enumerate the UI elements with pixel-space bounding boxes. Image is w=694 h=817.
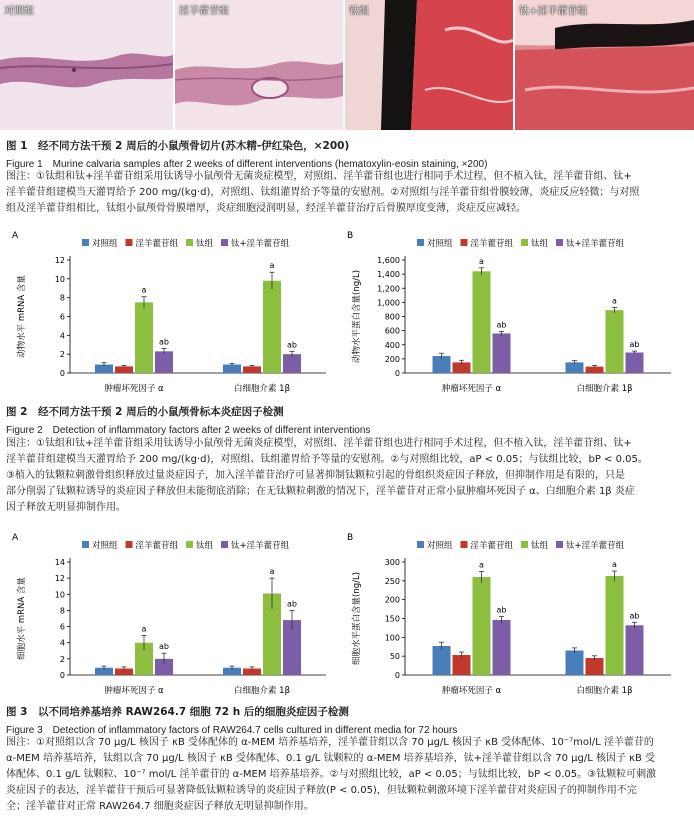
y-tick-label: 10 bbox=[54, 274, 65, 284]
bar bbox=[473, 577, 491, 675]
y-tick-label: 0 bbox=[59, 369, 65, 378]
legend-swatch bbox=[82, 239, 89, 246]
bar-chart bbox=[10, 530, 340, 702]
y-tick-label: 200 bbox=[384, 595, 400, 605]
legend-label: 钛+淫羊藿苷组 bbox=[231, 541, 290, 551]
bar-chart bbox=[345, 228, 685, 400]
legend-label: 钛组 bbox=[531, 239, 549, 249]
panel-label: 钛+淫羊藿苷组 bbox=[519, 6, 588, 17]
figure3-note bbox=[6, 735, 656, 815]
y-tick-label: 1,200 bbox=[377, 284, 400, 294]
legend-label: 对照组 bbox=[92, 541, 118, 551]
note-line: 全；淫羊藿苷对正常 RAW264.7 细胞炎症因子释放无明显抑制作用。 bbox=[6, 801, 314, 812]
significance-label: a bbox=[479, 560, 484, 570]
legend-label: 对照组 bbox=[427, 541, 453, 551]
panel-letter: A bbox=[12, 533, 19, 543]
note-line: 体配体、0.1 g/L 钛颗粒、10⁻⁷ mol/L 淫羊藿苷的 α-MEM 培养基培养。②与对照组比较，aP < 0.05；与钛组比较，bP < 0.05。③钛颗粒可刺激 bbox=[6, 769, 657, 780]
note-line: 图注：①钛组和钛+淫羊藿苷组采用钛诱导小鼠颅骨无菌炎症模型，对照组、淫羊藿苷组也进行相同手术过程，但不植入钛，淫羊藿苷组、钛+ bbox=[6, 171, 632, 182]
y-tick-label: 250 bbox=[384, 576, 400, 586]
chart-fig3-a bbox=[10, 530, 340, 706]
figure1-note bbox=[6, 169, 639, 217]
bar bbox=[223, 365, 241, 373]
legend-label: 钛+淫羊藿苷组 bbox=[566, 541, 625, 551]
legend-swatch bbox=[521, 541, 528, 548]
legend-label: 对照组 bbox=[92, 239, 118, 249]
y-tick-label: 1,000 bbox=[377, 298, 400, 308]
legend-swatch bbox=[556, 239, 563, 246]
y-tick-label: 8 bbox=[59, 606, 65, 616]
note-line: 淫羊藿苷组建模当天灌胃给予 200 mg/(kg·d)，对照组、钛组灌胃给予等量的安慰剂。②与对照组比较，aP < 0.05；与钛组比较，bP < 0.05。 bbox=[6, 454, 648, 465]
note-line: 组及淫羊藿苷组相比，钛组小鼠颅骨骨膜增厚，炎症细胞浸润明显，经淫羊藿苷治疗后骨膜厚度变薄，炎症反应减轻。 bbox=[6, 203, 526, 214]
legend-swatch bbox=[82, 541, 89, 548]
significance-label: ab bbox=[496, 605, 507, 615]
bar bbox=[135, 302, 153, 373]
legend-label: 淫羊藿苷组 bbox=[135, 541, 179, 551]
significance-label: ab bbox=[629, 340, 640, 350]
y-tick-label: 600 bbox=[384, 326, 400, 336]
bar bbox=[243, 366, 261, 373]
note-line: 部分削弱了钛颗粒诱导的炎症因子释放但未能彻底消除；在无钛颗粒刺激的情况下，淫羊藿苷对正常小鼠肿瘤坏死因子 α、白细胞介素 1β 炎症 bbox=[6, 486, 635, 497]
y-tick-label: 100 bbox=[384, 633, 400, 643]
panel-letter: B bbox=[347, 533, 354, 543]
panel-label: 钛组 bbox=[349, 6, 369, 17]
legend-swatch bbox=[556, 541, 563, 548]
panel-label: 淫羊藿苷组 bbox=[179, 6, 229, 17]
legend-swatch bbox=[186, 541, 193, 548]
panel-letter: B bbox=[347, 231, 354, 241]
histology-image bbox=[515, 0, 694, 130]
legend-swatch bbox=[186, 239, 193, 246]
x-tick-label: 肿瘤坏死因子 α bbox=[104, 384, 164, 394]
chart-fig3-b bbox=[345, 530, 685, 706]
significance-label: ab bbox=[159, 642, 169, 652]
legend-label: 对照组 bbox=[427, 239, 453, 249]
y-tick-label: 2 bbox=[59, 654, 65, 664]
y-tick-label: 6 bbox=[59, 312, 65, 322]
significance-label: ab bbox=[159, 337, 169, 347]
significance-label: a bbox=[141, 285, 147, 295]
figure2-note bbox=[6, 436, 648, 516]
note-line: 淫羊藿苷组建模当天灌胃给予 200 mg/(kg·d)，对照组、钛组灌胃给予等量的安慰剂。②对照组与淫羊藿苷组骨膜较薄，炎症反应轻微；与对照 bbox=[6, 187, 640, 198]
panel-letter: A bbox=[12, 231, 19, 241]
legend-swatch bbox=[126, 239, 133, 246]
legend-swatch bbox=[461, 541, 468, 548]
y-tick-label: 10 bbox=[54, 590, 65, 600]
legend-label: 钛+淫羊藿苷组 bbox=[231, 239, 290, 249]
significance-label: a bbox=[612, 296, 617, 306]
y-tick-label: 6 bbox=[59, 622, 65, 632]
panel-label: 对照组 bbox=[4, 6, 34, 17]
legend-label: 淫羊藿苷组 bbox=[470, 541, 514, 551]
histology-image bbox=[0, 0, 173, 130]
significance-label: a bbox=[269, 567, 275, 577]
significance-label: ab bbox=[287, 599, 297, 609]
y-tick-label: 8 bbox=[59, 293, 65, 303]
figure2-caption-cn: 图 2 经不同方法干预 2 周后的小鼠颅骨标本炎症因子检测 bbox=[6, 406, 284, 418]
figure2-caption-en: Figure 2 Detection of inflammatory factors after 2 weeks of different interventions bbox=[6, 425, 371, 436]
y-tick-label: 400 bbox=[384, 340, 400, 350]
y-tick-label: 150 bbox=[384, 614, 400, 624]
y-tick-label: 2 bbox=[59, 350, 65, 360]
figure1-caption-en: Figure 1 Murine calvaria samples after 2 weeks of different interventions (hematoxylin-eosin staining, ×200) bbox=[6, 159, 488, 170]
significance-label: a bbox=[612, 560, 617, 570]
y-tick-label: 200 bbox=[384, 354, 400, 364]
x-tick-label: 肿瘤坏死因子 α bbox=[104, 686, 164, 696]
note-line: 因子释放无明显抑制作用。 bbox=[6, 502, 126, 513]
note-line: ③植入的钛颗粒刺激骨组织释放过量炎症因子，加入淫羊藿苷治疗可显著抑制钛颗粒引起的骨组织炎症因子释放，但抑制作用是有限的，只是 bbox=[6, 470, 625, 481]
histology-panel-control bbox=[0, 0, 173, 130]
x-tick-label: 肿瘤坏死因子 α bbox=[441, 686, 502, 696]
significance-label: a bbox=[269, 261, 275, 271]
y-tick-label: 300 bbox=[384, 558, 400, 567]
bar bbox=[606, 310, 624, 373]
histology-image bbox=[345, 0, 513, 130]
legend-swatch bbox=[461, 239, 468, 246]
histology-image bbox=[175, 0, 343, 130]
bar bbox=[566, 651, 584, 675]
x-tick-label: 白细胞介素 1β bbox=[576, 384, 633, 394]
y-tick-label: 0 bbox=[394, 671, 400, 680]
histology-panel-titanium bbox=[345, 0, 513, 130]
figure3-caption-cn: 图 3 以不同培养基培养 RAW264.7 细胞 72 h 后的细胞炎症因子检测 bbox=[6, 706, 349, 718]
y-axis-label: 动物水平 mRNA 含量 bbox=[17, 275, 27, 358]
significance-label: ab bbox=[629, 611, 640, 621]
x-tick-label: 白细胞介素 1β bbox=[576, 686, 633, 696]
bar bbox=[626, 353, 644, 373]
y-tick-label: 1,400 bbox=[377, 270, 400, 280]
legend-label: 钛+淫羊藿苷组 bbox=[566, 239, 625, 249]
y-tick-label: 12 bbox=[54, 256, 65, 265]
histology-panel-ti-icariin bbox=[515, 0, 694, 130]
y-tick-label: 4 bbox=[59, 638, 65, 648]
bar bbox=[626, 625, 644, 675]
bar bbox=[155, 351, 173, 373]
y-axis-label: 细胞水平 mRNA 含量 bbox=[17, 577, 27, 660]
y-axis-label: 细胞水平蛋白含量(ng/L) bbox=[352, 571, 362, 666]
note-line: 图注：①对照组以含 70 μg/L 核因子 κB 受体配体的 α-MEM 培养基培养，淫羊藿苷组以含 70 μg/L 核因子 κB 受体配体、10⁻⁷mol/L 淫羊藿苷的 bbox=[6, 737, 654, 748]
bar bbox=[433, 646, 451, 675]
note-line: 图注：①钛组和钛+淫羊藿苷组采用钛诱导小鼠颅骨无菌炎症模型，对照组、淫羊藿苷组也进行相同手术过程，但不植入钛，淫羊藿苷组、钛+ bbox=[6, 438, 632, 449]
legend-swatch bbox=[221, 541, 228, 548]
legend-swatch bbox=[221, 239, 228, 246]
figure1-caption-cn: 图 1 经不同方法干预 2 周后的小鼠颅骨切片(苏木精-伊红染色，×200) bbox=[6, 140, 350, 152]
chart-fig2-b bbox=[345, 228, 685, 404]
y-tick-label: 50 bbox=[389, 652, 400, 662]
legend-swatch bbox=[521, 239, 528, 246]
x-tick-label: 白细胞介素 1β bbox=[233, 384, 291, 394]
legend-label: 钛组 bbox=[196, 541, 214, 551]
y-tick-label: 0 bbox=[59, 671, 65, 680]
bar-chart bbox=[345, 530, 685, 702]
bar bbox=[493, 333, 511, 373]
y-tick-label: 14 bbox=[54, 558, 65, 567]
histology-panel-icariin bbox=[175, 0, 343, 130]
note-line: 炎症因子的表达，淫羊藿苷干预后可显著降低钛颗粒诱导的炎症因子释放(P < 0.05)，但钛颗粒刺激环境下淫羊藿苷对炎症因子的抑制作用不完 bbox=[6, 785, 637, 796]
legend-swatch bbox=[417, 541, 424, 548]
figure3-caption-en: Figure 3 Detection of inflammatory factors of RAW264.7 cells cultured in different media for 72 hours bbox=[6, 725, 458, 736]
legend-swatch bbox=[417, 239, 424, 246]
y-tick-label: 800 bbox=[384, 312, 400, 322]
bar-chart bbox=[10, 228, 340, 400]
bar bbox=[606, 576, 624, 675]
legend-label: 钛组 bbox=[196, 239, 214, 249]
x-tick-label: 白细胞介素 1β bbox=[233, 686, 291, 696]
bar bbox=[493, 620, 511, 675]
note-line: α-MEM 培养基培养，钛组以含 70 μg/L 核因子 κB 受体配体、0.1 g/L 钛颗粒的 α-MEM 培养基培养，钛+淫羊藿苷组以含 70 μg/L 核因子 κB 受 bbox=[6, 753, 656, 764]
bar bbox=[586, 658, 604, 675]
x-tick-label: 肿瘤坏死因子 α bbox=[441, 384, 502, 394]
legend-label: 淫羊藿苷组 bbox=[135, 239, 179, 249]
y-tick-label: 0 bbox=[394, 369, 400, 378]
significance-label: ab bbox=[496, 320, 507, 330]
bar bbox=[473, 271, 491, 373]
bar bbox=[115, 366, 133, 373]
y-tick-label: 4 bbox=[59, 331, 65, 341]
legend-swatch bbox=[126, 541, 133, 548]
y-tick-label: 12 bbox=[54, 574, 65, 584]
legend-label: 淫羊藿苷组 bbox=[470, 239, 514, 249]
y-axis-label: 动物水平蛋白含量(ng/L) bbox=[352, 269, 362, 364]
significance-label: a bbox=[479, 256, 484, 266]
significance-label: ab bbox=[287, 340, 297, 350]
significance-label: a bbox=[141, 624, 147, 634]
y-tick-label: 1,600 bbox=[377, 256, 400, 265]
legend-label: 钛组 bbox=[531, 541, 549, 551]
chart-fig2-a bbox=[10, 228, 340, 404]
bar bbox=[263, 281, 281, 373]
